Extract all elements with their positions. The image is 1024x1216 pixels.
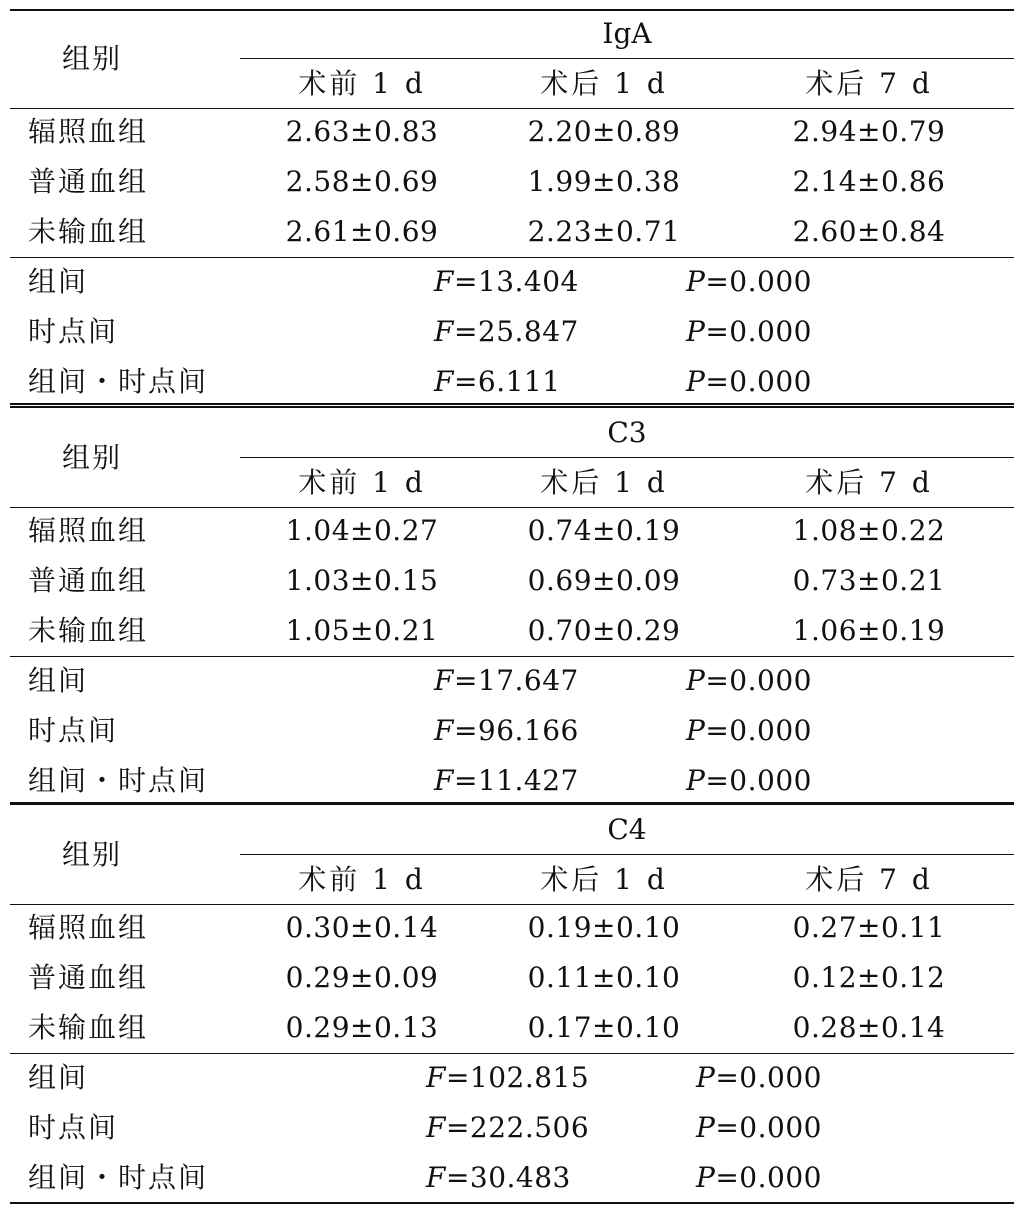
f-statistic bbox=[426, 1161, 571, 1194]
table-cell: 0.28±0.14 bbox=[792, 1011, 946, 1044]
p-symbol: P bbox=[686, 764, 706, 797]
p-number: =0.000 bbox=[705, 664, 812, 697]
f-value: =96.166 bbox=[453, 714, 579, 747]
metric-title: C3 bbox=[607, 416, 647, 449]
p-symbol: P bbox=[686, 714, 706, 747]
f-statistic bbox=[434, 664, 579, 697]
metric-subrule bbox=[240, 457, 1014, 458]
table-cell: 0.29±0.09 bbox=[285, 961, 439, 994]
header-bottom-rule bbox=[10, 108, 1014, 109]
p-symbol: P bbox=[686, 365, 706, 398]
table-cell: 0.29±0.13 bbox=[285, 1011, 439, 1044]
stat-label: 组间 bbox=[28, 265, 89, 298]
group-label: 未输血组 bbox=[28, 1011, 149, 1044]
f-value: =30.483 bbox=[445, 1161, 571, 1194]
table-cell: 2.94±0.79 bbox=[792, 115, 946, 148]
table-section bbox=[0, 399, 1024, 797]
table-cell: 0.70±0.29 bbox=[527, 614, 681, 647]
time-header: 术后 1 d bbox=[540, 67, 668, 100]
time-header: 术前 1 d bbox=[298, 466, 426, 499]
stat-label: 时点间 bbox=[28, 714, 119, 747]
table-section bbox=[0, 0, 1024, 398]
p-number: =0.000 bbox=[715, 1061, 822, 1094]
f-statistic bbox=[434, 764, 579, 797]
table-cell: 0.11±0.10 bbox=[527, 961, 681, 994]
table-cell: 1.05±0.21 bbox=[285, 614, 439, 647]
p-number: =0.000 bbox=[715, 1161, 822, 1194]
table-cell: 0.74±0.19 bbox=[527, 514, 681, 547]
f-value: =222.506 bbox=[445, 1111, 590, 1144]
p-value bbox=[686, 315, 812, 348]
time-header: 术后 1 d bbox=[540, 863, 668, 896]
time-header: 术前 1 d bbox=[298, 67, 426, 100]
group-label: 未输血组 bbox=[28, 614, 149, 647]
p-value bbox=[686, 365, 812, 398]
f-symbol: F bbox=[434, 365, 454, 398]
group-label: 未输血组 bbox=[28, 215, 149, 248]
p-value bbox=[686, 664, 812, 697]
stats-top-rule bbox=[10, 257, 1014, 258]
f-statistic bbox=[426, 1111, 590, 1144]
p-value bbox=[686, 714, 812, 747]
table-cell: 0.12±0.12 bbox=[792, 961, 946, 994]
metric-subrule bbox=[240, 58, 1014, 59]
f-statistic bbox=[434, 315, 579, 348]
group-label: 辐照血组 bbox=[28, 115, 149, 148]
f-symbol: F bbox=[434, 315, 454, 348]
p-number: =0.000 bbox=[705, 265, 812, 298]
f-symbol: F bbox=[434, 714, 454, 747]
f-symbol: F bbox=[426, 1111, 446, 1144]
f-symbol: F bbox=[434, 764, 454, 797]
table-cell: 2.20±0.89 bbox=[527, 115, 681, 148]
bottom-rule bbox=[10, 1202, 1014, 1204]
stats-top-rule bbox=[10, 1053, 1014, 1054]
p-number: =0.000 bbox=[705, 315, 812, 348]
group-header: 组别 bbox=[62, 838, 123, 871]
stat-label: 组间 bbox=[28, 664, 89, 697]
stat-label: 时点间 bbox=[28, 315, 119, 348]
table-cell: 0.69±0.09 bbox=[527, 564, 681, 597]
header-bottom-rule bbox=[10, 904, 1014, 905]
metric-subrule bbox=[240, 854, 1014, 855]
table-cell: 1.99±0.38 bbox=[527, 165, 681, 198]
p-symbol: P bbox=[686, 315, 706, 348]
table-cell: 0.27±0.11 bbox=[792, 911, 946, 944]
table-cell: 2.14±0.86 bbox=[792, 165, 946, 198]
table-section bbox=[0, 796, 1024, 1194]
p-number: =0.000 bbox=[705, 714, 812, 747]
stat-label: 组间・时点间 bbox=[28, 764, 209, 797]
group-label: 辐照血组 bbox=[28, 514, 149, 547]
group-label: 普通血组 bbox=[28, 961, 149, 994]
time-header: 术前 1 d bbox=[298, 863, 426, 896]
p-symbol: P bbox=[686, 664, 706, 697]
f-value: =102.815 bbox=[445, 1061, 590, 1094]
f-value: =25.847 bbox=[453, 315, 579, 348]
stat-label: 时点间 bbox=[28, 1111, 119, 1144]
table-cell: 2.23±0.71 bbox=[527, 215, 681, 248]
f-value: =11.427 bbox=[453, 764, 579, 797]
f-value: =13.404 bbox=[453, 265, 579, 298]
stat-label: 组间 bbox=[28, 1061, 89, 1094]
top-rule bbox=[10, 9, 1014, 11]
p-symbol: P bbox=[696, 1161, 716, 1194]
table-cell: 0.73±0.21 bbox=[792, 564, 946, 597]
f-statistic bbox=[434, 714, 579, 747]
p-value bbox=[696, 1161, 822, 1194]
metric-title: C4 bbox=[607, 813, 647, 846]
table-cell: 1.06±0.19 bbox=[792, 614, 946, 647]
p-value bbox=[696, 1061, 822, 1094]
group-header: 组别 bbox=[62, 42, 123, 75]
p-symbol: P bbox=[686, 265, 706, 298]
table-cell: 0.17±0.10 bbox=[527, 1011, 681, 1044]
time-header: 术后 1 d bbox=[540, 466, 668, 499]
p-value bbox=[686, 764, 812, 797]
table-cell: 0.30±0.14 bbox=[285, 911, 439, 944]
f-symbol: F bbox=[426, 1061, 446, 1094]
group-label: 普通血组 bbox=[28, 564, 149, 597]
time-header: 术后 7 d bbox=[805, 67, 933, 100]
time-header: 术后 7 d bbox=[805, 466, 933, 499]
p-number: =0.000 bbox=[705, 365, 812, 398]
f-statistic bbox=[434, 365, 561, 398]
group-label: 普通血组 bbox=[28, 165, 149, 198]
group-label: 辐照血组 bbox=[28, 911, 149, 944]
table-cell: 2.60±0.84 bbox=[792, 215, 946, 248]
f-value: =6.111 bbox=[453, 365, 561, 398]
f-value: =17.647 bbox=[453, 664, 579, 697]
stats-top-rule bbox=[10, 656, 1014, 657]
table-cell: 1.04±0.27 bbox=[285, 514, 439, 547]
table-cell: 2.58±0.69 bbox=[285, 165, 439, 198]
header-bottom-rule bbox=[10, 507, 1014, 508]
p-symbol: P bbox=[696, 1111, 716, 1144]
f-statistic bbox=[426, 1061, 590, 1094]
time-header: 术后 7 d bbox=[805, 863, 933, 896]
f-symbol: F bbox=[434, 265, 454, 298]
p-number: =0.000 bbox=[705, 764, 812, 797]
f-symbol: F bbox=[426, 1161, 446, 1194]
p-value bbox=[686, 265, 812, 298]
p-symbol: P bbox=[696, 1061, 716, 1094]
stat-label: 组间・时点间 bbox=[28, 365, 209, 398]
stat-label: 组间・时点间 bbox=[28, 1161, 209, 1194]
p-number: =0.000 bbox=[715, 1111, 822, 1144]
table-cell: 1.08±0.22 bbox=[792, 514, 946, 547]
metric-title: IgA bbox=[602, 17, 652, 50]
f-symbol: F bbox=[434, 664, 454, 697]
table-cell: 0.19±0.10 bbox=[527, 911, 681, 944]
f-statistic bbox=[434, 265, 579, 298]
table-cell: 2.61±0.69 bbox=[285, 215, 439, 248]
table-cell: 1.03±0.15 bbox=[285, 564, 439, 597]
p-value bbox=[696, 1111, 822, 1144]
table-cell: 2.63±0.83 bbox=[285, 115, 439, 148]
group-header: 组别 bbox=[62, 441, 123, 474]
section-top-rule bbox=[10, 406, 1014, 408]
section-top-rule bbox=[10, 803, 1014, 805]
